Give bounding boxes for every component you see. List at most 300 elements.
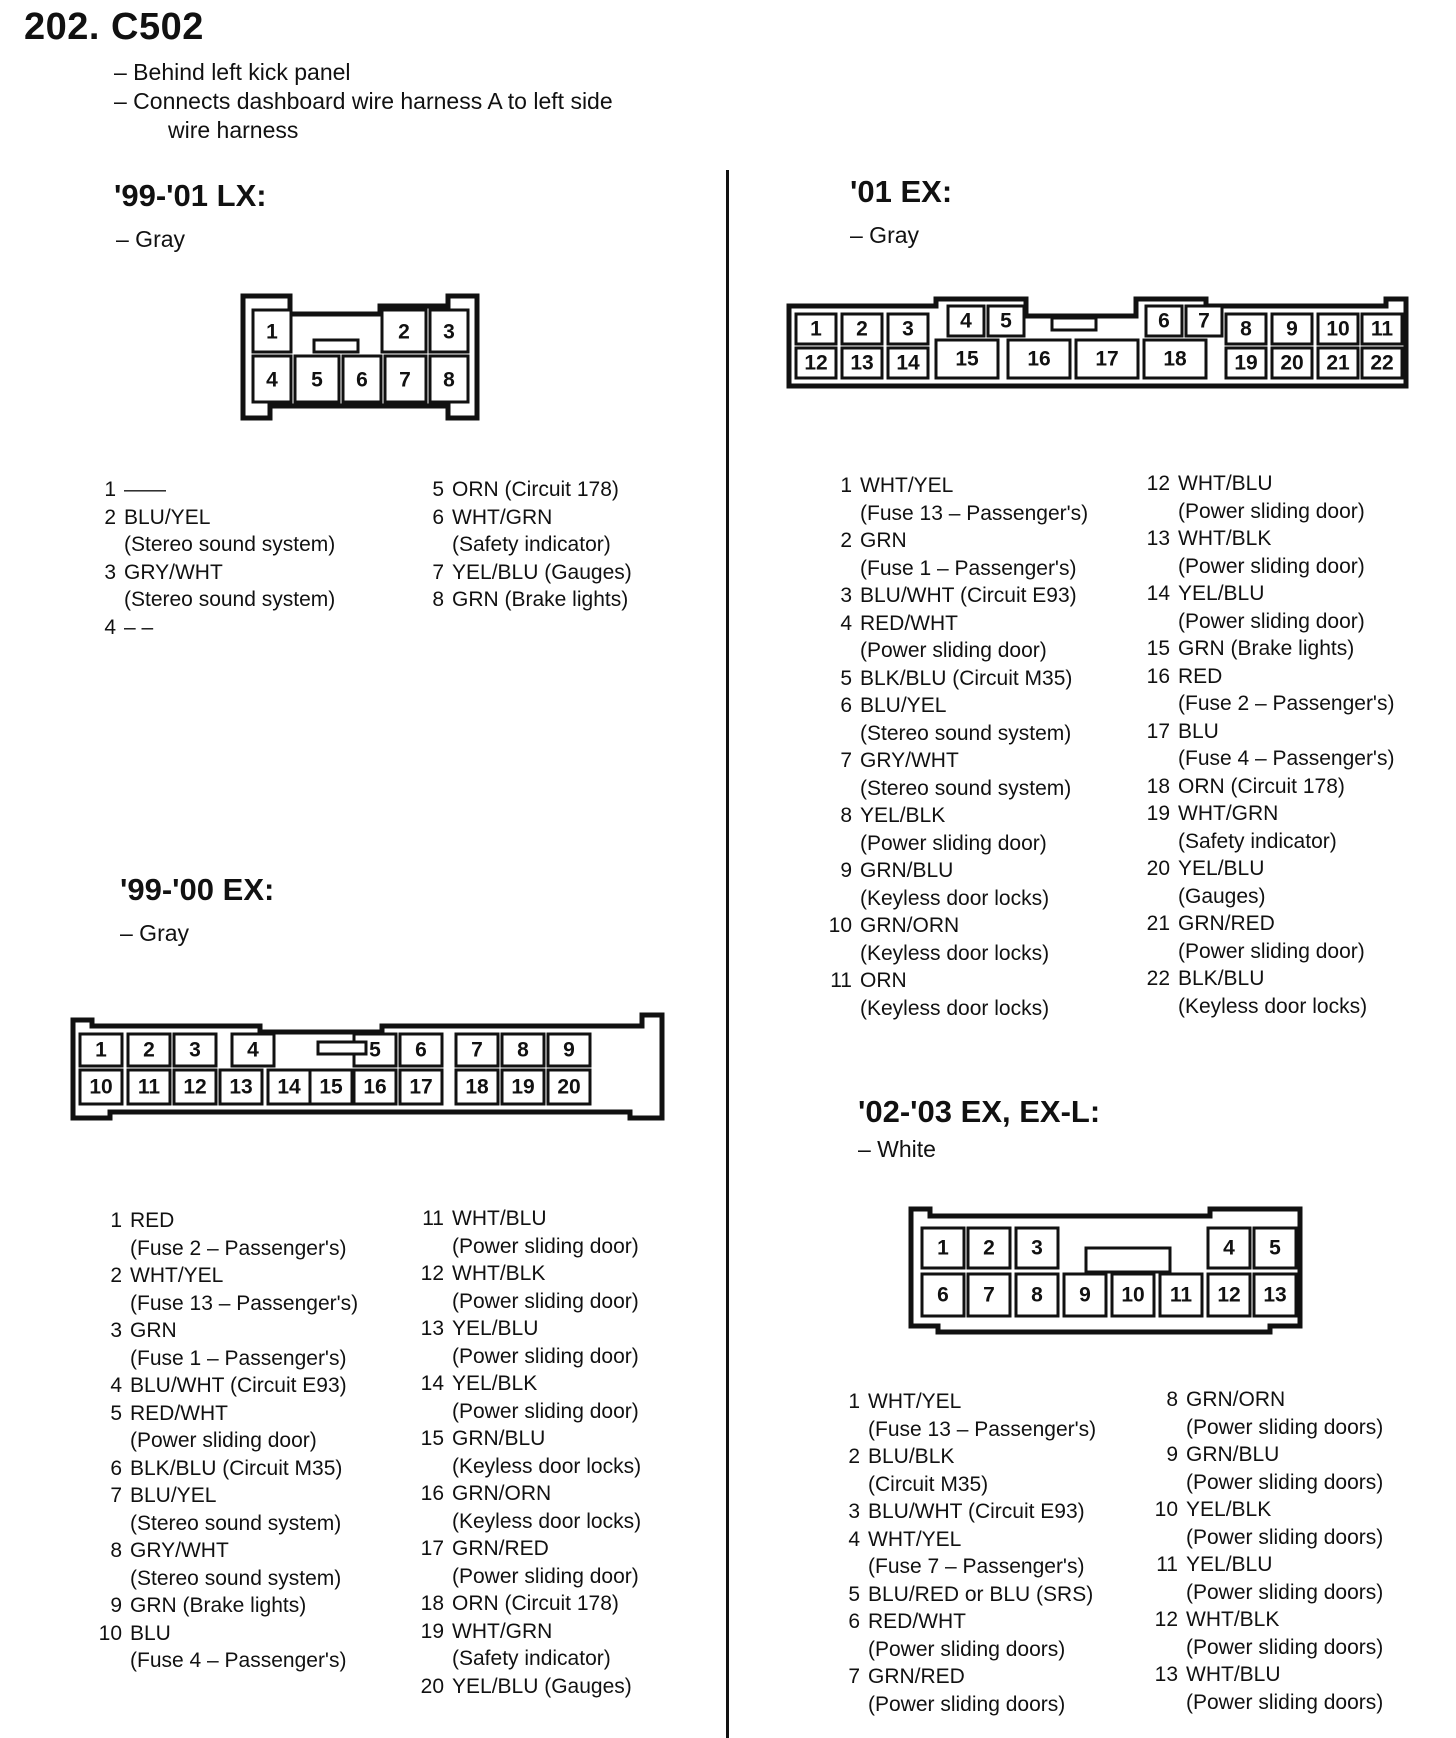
wire-note: (Stereo sound system) bbox=[124, 588, 336, 611]
pin-entry bbox=[822, 582, 1152, 610]
wire-color: YEL/BLU bbox=[452, 1317, 539, 1340]
wire-note: (Power sliding door) bbox=[130, 1429, 317, 1452]
pin-entry bbox=[414, 476, 714, 504]
wire-note: (Fuse 1 – Passenger's) bbox=[860, 556, 1077, 580]
pin-entry bbox=[1140, 800, 1456, 855]
wire-color: —— bbox=[124, 478, 166, 501]
pin-entry bbox=[1140, 773, 1456, 801]
pin-entry bbox=[92, 1207, 412, 1262]
pin-number: 19 bbox=[420, 1619, 444, 1643]
pin-entry bbox=[92, 1455, 412, 1483]
wire-color: YEL/BLK bbox=[452, 1372, 538, 1395]
wire-note: (Power sliding doors) bbox=[1186, 1635, 1384, 1659]
connects-line-cont: wire harness bbox=[168, 117, 299, 143]
pin-list-ex9900-right bbox=[414, 1205, 714, 1700]
pin-entry bbox=[1140, 855, 1456, 910]
wire-note: (Safety indicator) bbox=[452, 1647, 611, 1670]
wire-color: BLU/RED or BLU (SRS) bbox=[868, 1582, 1094, 1606]
pin-entry bbox=[414, 1590, 714, 1618]
pin-number: 12 bbox=[420, 1262, 444, 1285]
wire-color: WHT/GRN bbox=[452, 1619, 553, 1643]
pin-entry bbox=[86, 476, 406, 504]
pin-label: 19 bbox=[1234, 351, 1258, 375]
pin-number: 6 bbox=[110, 1456, 122, 1480]
pin-entry bbox=[414, 1370, 714, 1425]
pin-entry bbox=[1140, 580, 1456, 635]
pin-label: 15 bbox=[955, 347, 979, 371]
pin-entry bbox=[86, 559, 406, 614]
pin-number: 7 bbox=[432, 560, 444, 584]
wire-note: (Power sliding doors) bbox=[1186, 1690, 1384, 1714]
connector-diagram-ex01 bbox=[786, 296, 1406, 396]
pin-number: 2 bbox=[110, 1264, 122, 1287]
pin-number: 7 bbox=[110, 1484, 122, 1507]
wire-note: (Power sliding doors) bbox=[868, 1692, 1066, 1716]
pin-entry bbox=[1148, 1606, 1448, 1661]
pin-label: 7 bbox=[983, 1283, 995, 1307]
pin-number: 20 bbox=[420, 1674, 444, 1698]
wire-color: GRN/ORN bbox=[860, 914, 960, 937]
pin-list-ex01-left bbox=[822, 472, 1152, 1022]
wire-color: WHT/BLK bbox=[452, 1262, 546, 1285]
wire-note: (Power sliding doors) bbox=[1186, 1580, 1384, 1604]
wire-note: (Power sliding door) bbox=[452, 1564, 639, 1588]
pin-entry bbox=[414, 586, 714, 614]
pin-entry bbox=[92, 1372, 412, 1400]
wire-color: – – bbox=[124, 615, 154, 639]
wire-note: (Safety indicator) bbox=[1178, 829, 1337, 853]
pin-number: 17 bbox=[1146, 719, 1170, 743]
pin-label: 2 bbox=[143, 1038, 155, 1062]
pin-number: 22 bbox=[1146, 967, 1170, 990]
pin-number: 3 bbox=[848, 1500, 860, 1523]
pin-number: 9 bbox=[110, 1594, 122, 1617]
wire-color: WHT/BLK bbox=[1186, 1608, 1280, 1631]
pin-number: 3 bbox=[104, 560, 116, 584]
pin-entry bbox=[830, 1581, 1160, 1609]
wire-color: GRN/RED bbox=[1178, 912, 1275, 935]
pin-label: 3 bbox=[189, 1038, 201, 1062]
pin-label: 16 bbox=[363, 1075, 387, 1099]
pin-number: 8 bbox=[110, 1539, 122, 1562]
location-line: – Behind left kick panel bbox=[114, 59, 351, 85]
pin-label: 4 bbox=[1223, 1236, 1235, 1260]
pin-label: 10 bbox=[89, 1075, 113, 1099]
pin-number: 6 bbox=[432, 505, 444, 529]
pin-label: 8 bbox=[1031, 1283, 1043, 1307]
pin-entry bbox=[1148, 1661, 1448, 1716]
wire-color: RED bbox=[1178, 664, 1223, 688]
pin-number: 3 bbox=[840, 584, 852, 607]
connector-diagram-lx bbox=[240, 292, 480, 422]
pin-number: 13 bbox=[420, 1317, 444, 1340]
wire-note: (Power sliding door) bbox=[1178, 499, 1365, 523]
pin-entry bbox=[86, 614, 406, 642]
wire-note: (Fuse 13 – Passenger's) bbox=[860, 501, 1089, 525]
wire-note: (Power sliding door) bbox=[452, 1399, 639, 1423]
page-title: 202. C502 bbox=[24, 6, 204, 48]
wire-color: ORN bbox=[860, 969, 907, 992]
wire-note: (Stereo sound system) bbox=[124, 533, 336, 556]
pin-label: 6 bbox=[356, 368, 368, 392]
wire-color: RED/WHT bbox=[130, 1401, 228, 1425]
pin-label: 13 bbox=[1263, 1283, 1287, 1307]
wire-note: (Stereo sound system) bbox=[130, 1511, 342, 1535]
pin-number: 8 bbox=[840, 804, 852, 827]
wire-note: (Keyless door locks) bbox=[452, 1509, 642, 1533]
wire-note: (Power sliding door) bbox=[860, 831, 1047, 855]
wire-note: (Gauges) bbox=[1178, 884, 1266, 908]
pin-number: 5 bbox=[110, 1401, 122, 1425]
pin-label: 10 bbox=[1121, 1283, 1145, 1307]
column-divider bbox=[726, 170, 729, 1738]
pin-entry bbox=[1148, 1551, 1448, 1606]
pin-number: 10 bbox=[1154, 1498, 1178, 1521]
section-heading-ex0203: '02-'03 EX, EX-L: bbox=[858, 1094, 1101, 1129]
wire-note: (Fuse 2 – Passenger's) bbox=[1178, 692, 1395, 715]
wire-color: BLU/BLK bbox=[868, 1445, 955, 1468]
pin-entry bbox=[830, 1388, 1160, 1443]
section-heading-lx: '99-'01 LX: bbox=[114, 178, 267, 213]
pin-label: 5 bbox=[311, 368, 323, 392]
wire-color: WHT/YEL bbox=[130, 1264, 224, 1287]
pin-entry bbox=[1140, 910, 1456, 965]
pin-number: 5 bbox=[840, 666, 852, 690]
pin-label: 3 bbox=[1031, 1236, 1043, 1260]
pin-number: 12 bbox=[1154, 1608, 1178, 1631]
wire-color: WHT/YEL bbox=[868, 1390, 962, 1413]
pin-label: 15 bbox=[319, 1075, 343, 1099]
wire-color: BLK/BLU (Circuit M35) bbox=[860, 666, 1073, 690]
pin-list-ex9900-left bbox=[92, 1207, 412, 1675]
pin-label: 2 bbox=[983, 1236, 995, 1260]
pin-entry bbox=[414, 1205, 714, 1260]
pin-number: 14 bbox=[420, 1372, 444, 1395]
wire-note: (Power sliding door) bbox=[452, 1289, 639, 1313]
pin-label: 18 bbox=[1163, 347, 1187, 371]
wire-note: (Power sliding doors) bbox=[1186, 1525, 1384, 1549]
pin-entry bbox=[822, 472, 1152, 527]
pin-label: 3 bbox=[902, 317, 914, 341]
wire-color: WHT/YEL bbox=[860, 474, 954, 497]
wire-color: GRN/RED bbox=[868, 1665, 965, 1688]
pin-label: 5 bbox=[1000, 309, 1012, 333]
pin-label: 4 bbox=[960, 309, 972, 333]
pin-number: 18 bbox=[420, 1592, 444, 1615]
pin-entry bbox=[92, 1262, 412, 1317]
pin-number: 7 bbox=[840, 749, 852, 772]
wire-note: (Fuse 1 – Passenger's) bbox=[130, 1346, 347, 1370]
wire-color: GRN/ORN bbox=[452, 1482, 552, 1505]
pin-label: 19 bbox=[511, 1075, 535, 1099]
pin-number: 11 bbox=[422, 1207, 444, 1230]
pin-entry bbox=[92, 1400, 412, 1455]
pin-entry bbox=[86, 504, 406, 559]
pin-number: 1 bbox=[840, 474, 852, 497]
pin-number: 4 bbox=[110, 1374, 122, 1397]
pin-label: 9 bbox=[1079, 1283, 1091, 1307]
pin-list-ex0203-left bbox=[830, 1388, 1160, 1718]
wire-note: (Fuse 4 – Passenger's) bbox=[130, 1649, 347, 1672]
pin-entry bbox=[414, 559, 714, 587]
pin-number: 1 bbox=[104, 478, 116, 501]
pin-label: 5 bbox=[369, 1038, 381, 1062]
wire-color: BLU/WHT (Circuit E93) bbox=[860, 584, 1077, 607]
pin-label: 6 bbox=[415, 1038, 427, 1062]
pin-number: 18 bbox=[1146, 774, 1170, 798]
pin-label: 18 bbox=[465, 1075, 489, 1099]
pin-number: 14 bbox=[1146, 582, 1170, 605]
wire-note: (Stereo sound system) bbox=[860, 776, 1072, 800]
wire-color: ORN (Circuit 178) bbox=[452, 478, 619, 501]
wire-color: YEL/BLU bbox=[1178, 582, 1265, 605]
pin-label: 1 bbox=[266, 320, 278, 344]
wire-color: GRY/WHT bbox=[124, 560, 223, 584]
pin-number: 9 bbox=[1166, 1443, 1178, 1466]
wire-note: (Fuse 4 – Passenger's) bbox=[1178, 747, 1395, 770]
pin-entry bbox=[822, 857, 1152, 912]
pin-entry bbox=[1148, 1386, 1448, 1441]
pin-label: 14 bbox=[277, 1075, 301, 1099]
pin-number: 15 bbox=[420, 1427, 444, 1450]
wire-color: GRY/WHT bbox=[860, 749, 959, 772]
pin-number: 3 bbox=[110, 1319, 122, 1342]
wire-color: GRN/RED bbox=[452, 1537, 549, 1560]
pin-label: 4 bbox=[247, 1038, 259, 1062]
wire-color: BLU bbox=[1178, 719, 1219, 743]
pin-number: 19 bbox=[1146, 802, 1170, 825]
pin-entry bbox=[1140, 965, 1456, 1020]
pin-number: 8 bbox=[1166, 1388, 1178, 1411]
wire-color: ORN (Circuit 178) bbox=[452, 1592, 619, 1615]
pin-label: 11 bbox=[1370, 317, 1394, 341]
pin-number: 12 bbox=[1146, 472, 1170, 495]
pin-entry bbox=[414, 1425, 714, 1480]
wire-color: WHT/BLU bbox=[1178, 472, 1273, 495]
pin-entry bbox=[92, 1620, 412, 1675]
pin-number: 11 bbox=[830, 969, 852, 992]
wire-color: WHT/BLU bbox=[1186, 1663, 1281, 1686]
pin-entry bbox=[1140, 470, 1456, 525]
wire-color: BLK/BLU bbox=[1178, 967, 1265, 990]
wire-note: (Keyless door locks) bbox=[860, 941, 1050, 965]
pin-number: 4 bbox=[104, 615, 116, 639]
pin-label: 12 bbox=[183, 1075, 207, 1099]
wire-color: GRN bbox=[130, 1319, 177, 1342]
pin-number: 5 bbox=[848, 1582, 860, 1606]
pin-number: 7 bbox=[848, 1665, 860, 1688]
pin-entry bbox=[414, 1260, 714, 1315]
wire-color: YEL/BLK bbox=[1186, 1498, 1272, 1521]
pin-label: 10 bbox=[1326, 317, 1350, 341]
wire-color: BLU/YEL bbox=[860, 694, 947, 717]
wire-color: WHT/GRN bbox=[452, 505, 553, 529]
wire-note: (Keyless door locks) bbox=[860, 996, 1050, 1020]
pin-entry bbox=[414, 1673, 714, 1701]
wire-color: YEL/BLK bbox=[860, 804, 946, 827]
connector-color-ex0203: – White bbox=[858, 1136, 936, 1162]
pin-label: 7 bbox=[399, 368, 411, 392]
wire-color: WHT/BLK bbox=[1178, 527, 1272, 550]
connector-diagram-ex9900 bbox=[70, 1012, 670, 1122]
pin-entry bbox=[1140, 635, 1456, 663]
pin-entry bbox=[830, 1663, 1160, 1718]
connector-diagram-ex0203 bbox=[908, 1206, 1304, 1336]
pin-label: 6 bbox=[1158, 309, 1170, 333]
pin-label: 2 bbox=[398, 320, 410, 344]
wire-note: (Keyless door locks) bbox=[860, 886, 1050, 910]
wire-note: (Stereo sound system) bbox=[860, 721, 1072, 745]
wire-color: BLU/YEL bbox=[124, 505, 211, 529]
pin-label: 1 bbox=[810, 317, 822, 341]
pin-number: 15 bbox=[1146, 637, 1170, 660]
wire-color: BLU/WHT (Circuit E93) bbox=[130, 1374, 347, 1397]
wire-note: (Power sliding door) bbox=[860, 639, 1047, 662]
pin-entry bbox=[92, 1537, 412, 1592]
wire-color: BLU bbox=[130, 1621, 171, 1645]
pin-label: 12 bbox=[1217, 1283, 1241, 1307]
pin-label: 21 bbox=[1326, 351, 1350, 375]
pin-list-ex01-right bbox=[1140, 470, 1456, 1020]
pin-entry bbox=[414, 1315, 714, 1370]
wire-note: (Fuse 7 – Passenger's) bbox=[868, 1555, 1085, 1578]
wire-color: GRN (Brake lights) bbox=[1178, 637, 1355, 660]
pin-entry bbox=[92, 1482, 412, 1537]
pin-label: 7 bbox=[471, 1038, 483, 1062]
pin-label: 4 bbox=[266, 368, 278, 392]
pin-label: 14 bbox=[896, 351, 920, 375]
wire-note: (Keyless door locks) bbox=[452, 1454, 642, 1478]
section-heading-ex9900: '99-'00 EX: bbox=[120, 872, 275, 907]
pin-entry bbox=[1148, 1496, 1448, 1551]
pin-entry bbox=[822, 665, 1152, 693]
pin-number: 16 bbox=[420, 1482, 444, 1505]
pin-label: 8 bbox=[443, 368, 455, 392]
wire-color: BLU/WHT (Circuit E93) bbox=[868, 1500, 1085, 1523]
pin-number: 17 bbox=[420, 1537, 444, 1560]
pin-number: 5 bbox=[432, 478, 444, 501]
wire-color: GRN/ORN bbox=[1186, 1388, 1286, 1411]
wire-note: (Keyless door locks) bbox=[1178, 994, 1368, 1018]
connector-color-ex01: – Gray bbox=[850, 222, 920, 248]
wire-note: (Safety indicator) bbox=[452, 533, 611, 556]
wire-color: WHT/GRN bbox=[1178, 802, 1279, 825]
pin-number: 13 bbox=[1154, 1663, 1178, 1686]
wire-color: GRN/BLU bbox=[452, 1427, 546, 1450]
pin-label: 17 bbox=[1095, 347, 1119, 371]
pin-number: 4 bbox=[840, 611, 852, 635]
pin-label: 13 bbox=[229, 1075, 253, 1099]
pin-entry bbox=[1140, 525, 1456, 580]
wire-color: BLU/YEL bbox=[130, 1484, 217, 1507]
wire-note: (Power sliding doors) bbox=[868, 1637, 1066, 1661]
pin-number: 2 bbox=[848, 1445, 860, 1468]
pin-number: 2 bbox=[104, 505, 116, 529]
wire-note: (Power sliding door) bbox=[1178, 554, 1365, 578]
wire-note: (Power sliding doors) bbox=[1186, 1470, 1384, 1494]
connector-color-ex9900: – Gray bbox=[120, 920, 190, 946]
pin-label: 11 bbox=[137, 1075, 161, 1099]
pin-number: 13 bbox=[1146, 527, 1170, 550]
pin-label: 8 bbox=[517, 1038, 529, 1062]
wire-color: GRN/BLU bbox=[860, 859, 954, 882]
pin-number: 4 bbox=[848, 1527, 860, 1551]
wire-note: (Fuse 13 – Passenger's) bbox=[130, 1291, 359, 1315]
wire-note: (Fuse 2 – Passenger's) bbox=[130, 1236, 347, 1260]
wire-note: (Power sliding door) bbox=[1178, 609, 1365, 633]
pin-entry bbox=[414, 1535, 714, 1590]
wire-note: (Circuit M35) bbox=[868, 1472, 989, 1496]
pin-label: 2 bbox=[856, 317, 868, 341]
wire-color: GRN bbox=[860, 529, 907, 552]
pin-list-lx-left bbox=[86, 476, 406, 641]
wire-color: YEL/BLU (Gauges) bbox=[452, 1674, 632, 1698]
connects-line: – Connects dashboard wire harness A to left side bbox=[114, 88, 613, 114]
pin-number: 10 bbox=[828, 914, 852, 937]
pin-entry bbox=[822, 692, 1152, 747]
pin-label: 17 bbox=[409, 1075, 433, 1099]
pin-entry bbox=[414, 504, 714, 559]
pin-number: 9 bbox=[840, 859, 852, 882]
pin-list-lx-right bbox=[414, 476, 714, 614]
wire-color: RED bbox=[130, 1209, 175, 1232]
wire-color: YEL/BLU (Gauges) bbox=[452, 560, 632, 584]
pin-number: 6 bbox=[840, 694, 852, 717]
pin-entry bbox=[822, 527, 1152, 582]
wire-note: (Power sliding door) bbox=[452, 1234, 639, 1258]
pin-number: 8 bbox=[432, 588, 444, 611]
pin-label: 11 bbox=[1169, 1283, 1193, 1307]
pin-entry bbox=[1148, 1441, 1448, 1496]
pin-label: 9 bbox=[1286, 317, 1298, 341]
pin-entry bbox=[414, 1480, 714, 1535]
pin-entry bbox=[1140, 663, 1456, 718]
pin-number: 21 bbox=[1146, 912, 1170, 935]
pin-entry bbox=[822, 747, 1152, 802]
wire-color: YEL/BLU bbox=[1186, 1553, 1273, 1576]
section-heading-ex01: '01 EX: bbox=[850, 174, 953, 209]
pin-label: 13 bbox=[850, 351, 874, 375]
wire-color: GRY/WHT bbox=[130, 1539, 229, 1562]
wire-note: (Power sliding door) bbox=[452, 1344, 639, 1368]
pin-entry bbox=[830, 1608, 1160, 1663]
pin-label: 7 bbox=[1198, 309, 1210, 333]
pin-label: 1 bbox=[95, 1038, 107, 1062]
pin-number: 1 bbox=[848, 1390, 860, 1413]
pin-number: 2 bbox=[840, 529, 852, 552]
pin-entry bbox=[414, 1618, 714, 1673]
pin-entry bbox=[830, 1498, 1160, 1526]
wire-note: (Power sliding door) bbox=[1178, 939, 1365, 963]
pin-entry bbox=[1140, 718, 1456, 773]
pin-label: 9 bbox=[563, 1038, 575, 1062]
pin-number: 11 bbox=[1156, 1553, 1178, 1576]
pin-entry bbox=[92, 1317, 412, 1372]
wire-color: GRN (Brake lights) bbox=[452, 588, 629, 611]
pin-label: 8 bbox=[1240, 317, 1252, 341]
pin-number: 16 bbox=[1146, 664, 1170, 688]
wire-color: WHT/YEL bbox=[868, 1527, 962, 1551]
wire-color: WHT/BLU bbox=[452, 1207, 547, 1230]
pin-label: 1 bbox=[937, 1236, 949, 1260]
pin-label: 3 bbox=[443, 320, 455, 344]
pin-entry bbox=[830, 1443, 1160, 1498]
wire-color: ORN (Circuit 178) bbox=[1178, 774, 1345, 798]
pin-label: 20 bbox=[557, 1075, 581, 1099]
pin-list-ex0203-right bbox=[1148, 1386, 1448, 1716]
wire-color: RED/WHT bbox=[860, 611, 958, 635]
pin-entry bbox=[92, 1592, 412, 1620]
